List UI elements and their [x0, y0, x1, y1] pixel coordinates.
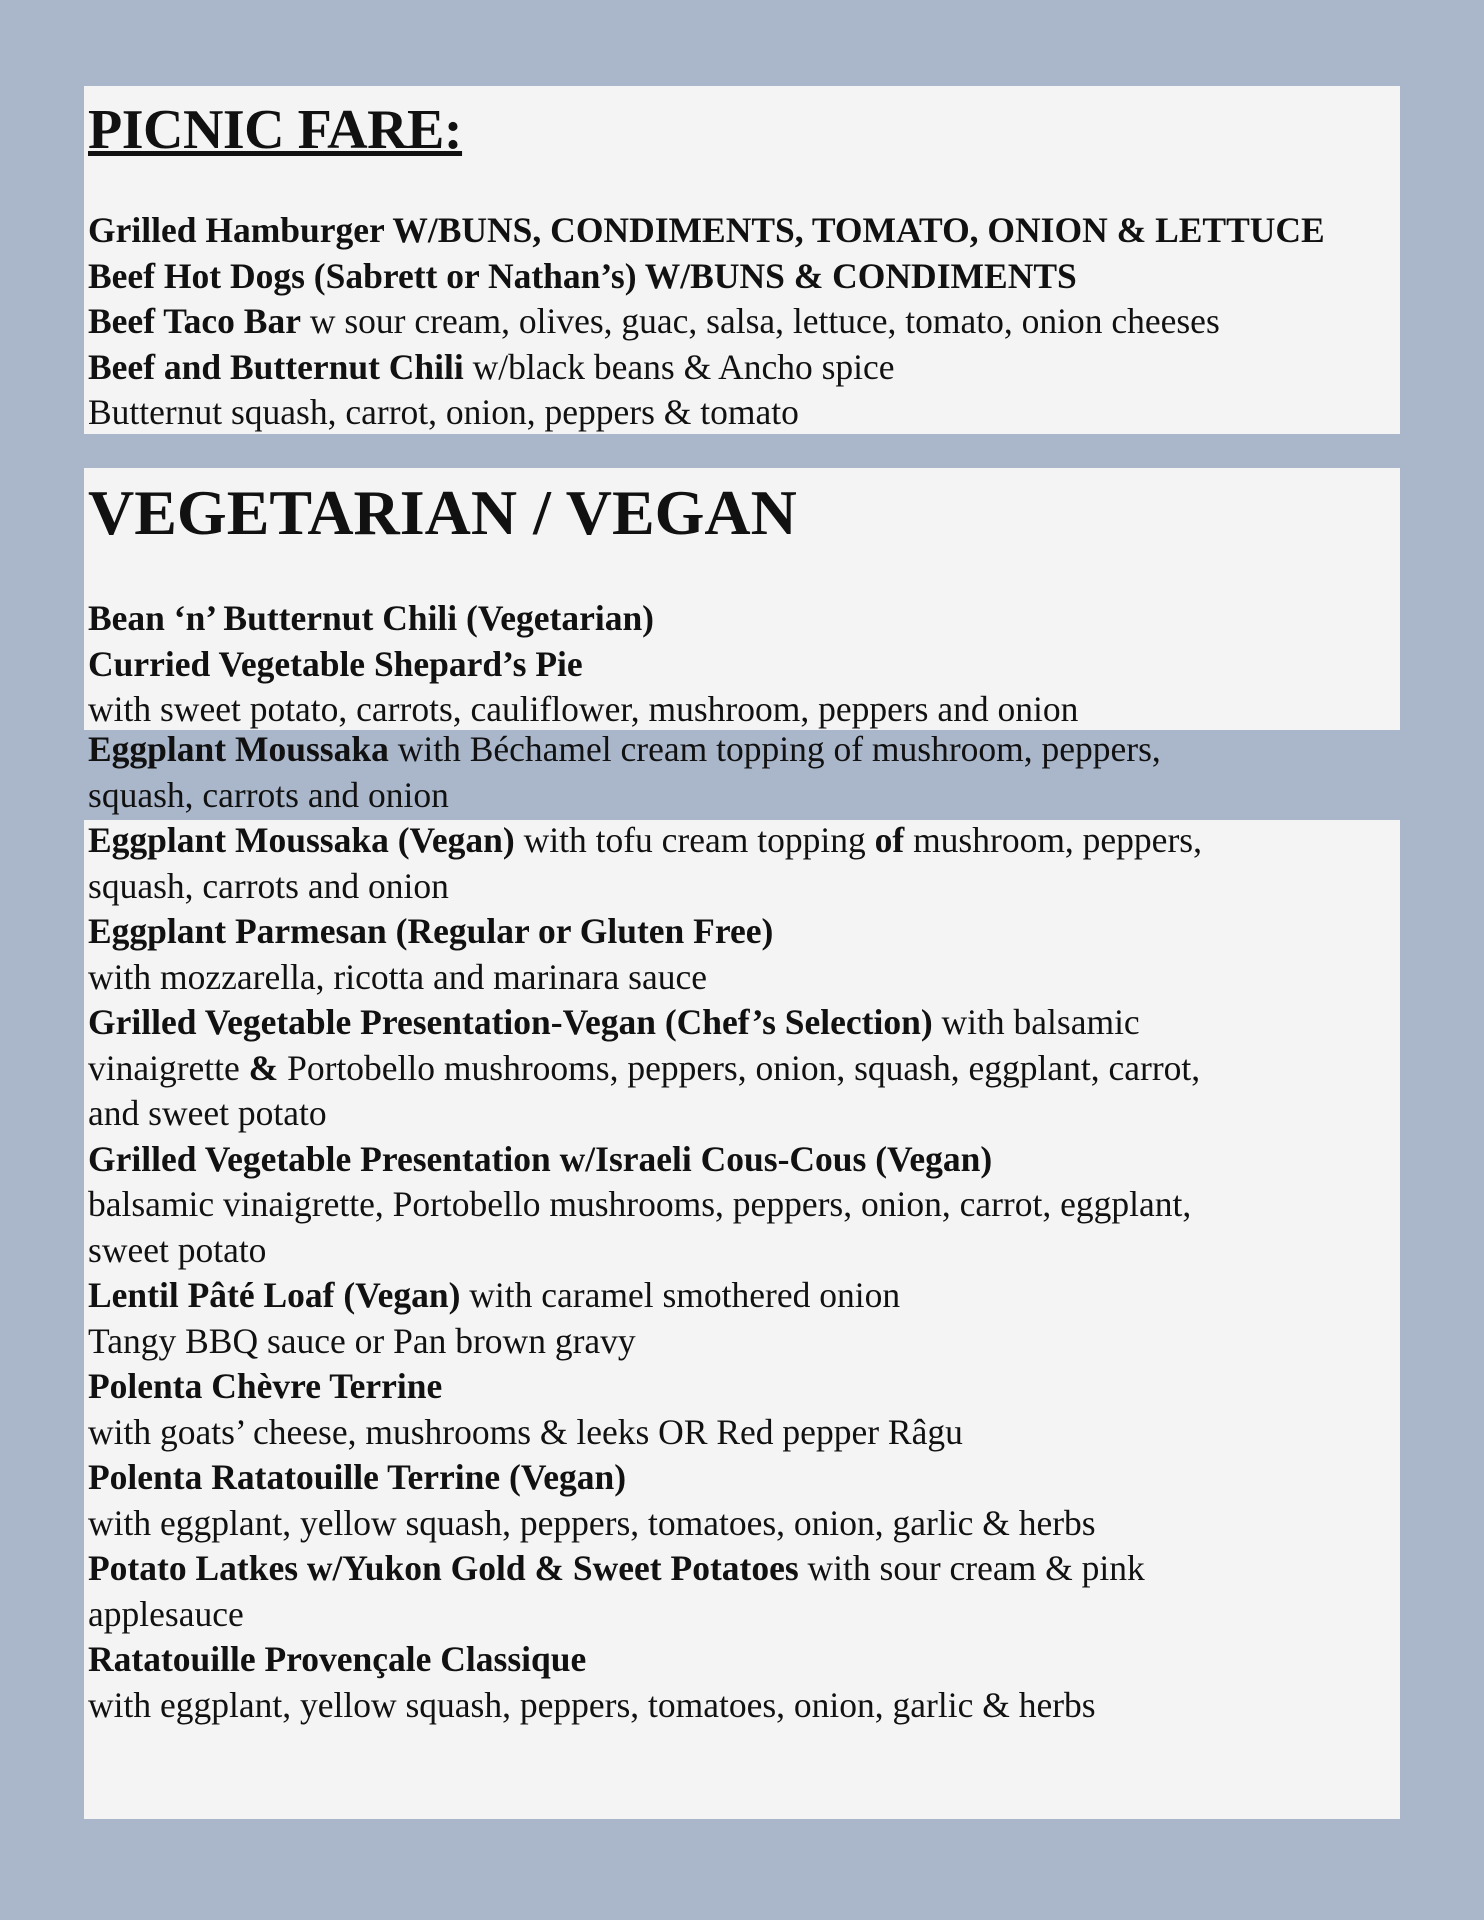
menu-item-desc: with balsamic [932, 1002, 1140, 1042]
menu-item [88, 1637, 1396, 1683]
menu-item-desc: with caramel smothered onion [460, 1275, 901, 1315]
menu-item-desc: with Béchamel cream topping of mushroom, peppers, [388, 729, 1161, 769]
menu-item [88, 390, 1396, 436]
menu-item [88, 345, 1396, 391]
menu-item-desc-bold: of [874, 820, 905, 860]
vegetarian-section [84, 468, 1400, 730]
menu-item-desc: vinaigrette & Portobello mushrooms, peppers, onion, squash, eggplant, carrot, [88, 1047, 1201, 1088]
menu-item-name: Lentil Pâté Loaf (Vegan) [88, 1275, 461, 1315]
menu-item-name: Polenta Ratatouille Terrine (Vegan) [88, 1457, 627, 1497]
menu-item-desc: with sour cream & pink [798, 1548, 1145, 1588]
menu-item-desc: squash, carrots and onion [88, 774, 449, 815]
menu-item [88, 909, 1396, 955]
menu-item-desc: with sweet potato, carrots, cauliflower, mushroom, peppers and onion [88, 689, 1079, 729]
menu-item-name: Grilled Hamburger W/BUNS, CONDIMENTS, TOMATO, ONION & LETTUCE [88, 210, 1325, 250]
menu-item-name: Eggplant Moussaka [88, 729, 389, 769]
menu-item [88, 208, 1396, 254]
menu-item-name: Beef and Butternut Chili [88, 346, 464, 387]
menu-item [88, 1000, 1396, 1046]
menu-item-name: Polenta Chèvre Terrine [88, 1366, 443, 1406]
menu-item-name: Beef Hot Dogs (Sabrett or Nathan’s) W/BUNS & CONDIMENTS [88, 255, 1077, 296]
menu-item-desc: applesauce [88, 1593, 244, 1634]
menu-item-name: Eggplant Moussaka (Vegan) [88, 820, 515, 860]
menu-item-desc: sweet potato [88, 1229, 267, 1270]
vegetarian-list-top [88, 596, 1396, 733]
picnic-fare-section [84, 86, 1400, 434]
menu-item-desc: with tofu cream topping [514, 820, 875, 860]
vegetarian-title: VEGETARIAN / VEGAN [88, 477, 797, 548]
menu-item [88, 1364, 1396, 1410]
menu-item [88, 642, 1396, 688]
picnic-fare-title: PICNIC FARE: [88, 99, 463, 161]
picnic-fare-list [88, 208, 1396, 436]
moussaka-item [88, 727, 1398, 818]
menu-item-desc: w/black beans & Ancho spice [463, 346, 895, 387]
menu-item-desc: with eggplant, yellow squash, peppers, tomatoes, onion, garlic & herbs [88, 1502, 1096, 1543]
menu-item [88, 818, 1396, 864]
menu-item [88, 299, 1396, 345]
menu-item-name: Bean ‘n’ Butternut Chili (Vegetarian) [88, 598, 655, 638]
menu-item-desc: balsamic vinaigrette, Portobello mushrooms, peppers, onion, carrot, eggplant, [88, 1184, 1192, 1224]
menu-item [88, 596, 1396, 642]
menu-item-name: Eggplant Parmesan (Regular or Gluten Free) [88, 911, 774, 951]
menu-item [88, 1273, 1396, 1319]
menu-item-desc: with goats’ cheese, mushrooms & leeks OR Red pepper Râgu [88, 1411, 963, 1452]
menu-item [88, 1546, 1396, 1592]
menu-item-name: Grilled Vegetable Presentation w/Israeli Cous-Cous (Vegan) [88, 1138, 993, 1179]
menu-item-desc: w sour cream, olives, guac, salsa, lettuce, tomato, onion cheeses [300, 301, 1220, 341]
menu-item-name: Beef Taco Bar [88, 301, 301, 341]
vegetarian-list [88, 818, 1396, 1728]
menu-item-desc: squash, carrots and onion [88, 865, 449, 906]
menu-item-desc: mushroom, peppers, [904, 820, 1202, 860]
menu-item-desc: with eggplant, yellow squash, peppers, tomatoes, onion, garlic & herbs [88, 1684, 1096, 1725]
menu-item [88, 254, 1396, 300]
vegetarian-section-continued [84, 820, 1400, 1819]
menu-item-desc: with mozzarella, ricotta and marinara sauce [88, 956, 707, 997]
menu-item-name: Curried Vegetable Shepard’s Pie [88, 643, 583, 684]
menu-item [88, 1137, 1396, 1183]
menu-item [88, 1455, 1396, 1501]
menu-item-desc: and sweet potato [88, 1093, 327, 1133]
menu-item-desc: Tangy BBQ sauce or Pan brown gravy [88, 1320, 636, 1361]
menu-item-desc: Butternut squash, carrot, onion, peppers & tomato [88, 392, 799, 432]
menu-item-name: Ratatouille Provençale Classique [88, 1639, 587, 1679]
menu-item-name: Potato Latkes w/Yukon Gold & Sweet Potatoes [88, 1548, 799, 1588]
menu-item-name: Grilled Vegetable Presentation-Vegan (Chef’s Selection) [88, 1002, 933, 1042]
